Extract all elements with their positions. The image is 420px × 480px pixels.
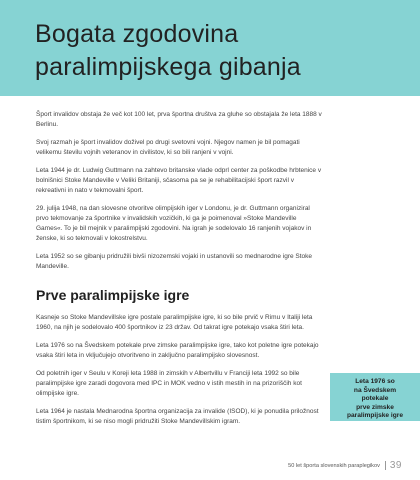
- paragraph: 29. julija 1948, na dan slovesne otvoritve olimpijskih iger v Londonu, je dr. Guttmann organiziral prvo tekmovanje za športnike v invalidskih vozičkih, ki ga je poimenoval »Stoke Mandeville Games«. To je bil mejnik v paralimpijski zgodovini. Na igrah je sodelovalo 16 ranjenih vojakov in ženske, ki so tekmovali v lokostrelstvu.: [36, 205, 312, 242]
- sidebar-callout: [330, 373, 420, 421]
- paragraph: Leta 1944 je dr. Ludwig Guttmann na zahtevo britanske vlade odprl center za poškodbe hrbtenice v bolnišnici Stoke Mandeville v Veliki Britaniji, sčasoma pa se je rehabilitacijski šport razvil v rekreativni in nato v tekmovalni šport.: [36, 167, 322, 194]
- paragraph: Svoj razmah je šport invalidov doživel po drugi svetovni vojni. Njegov namen je bil pomagati velikemu številu vojnih veteranov in civilistov, ki so bili ranjeni v vojni.: [36, 139, 300, 156]
- paragraph: Leta 1952 so se gibanju pridružili bivši nizozemski vojaki in ustanovili so mednarodne igre Stoke Mandeville.: [36, 253, 313, 270]
- section-heading: Prve paralimpijske igre: [36, 287, 190, 303]
- callout-line: na Švedskem: [353, 386, 397, 394]
- footer-divider: [385, 461, 386, 470]
- page-title-line-1: Bogata zgodovina: [35, 20, 239, 48]
- paragraph: Kasneje so Stoke Mandevillske igre postale paralimpijske igre, ki so bile prvič v Rimu v Italiji leta 1960, na njih je sodelovalo 400 športnikov iz 23 držav. Od takrat igre potekajo vsaka štiri leta.: [36, 314, 313, 331]
- page-number: 39: [389, 460, 402, 471]
- footer-text: 50 let športa slovenskih paraplegikov: [288, 462, 380, 469]
- callout-line: prve zimske: [356, 403, 394, 411]
- article-body: [36, 110, 322, 435]
- header-band: [0, 0, 420, 96]
- callout-line: potekale: [361, 395, 389, 403]
- paragraph: Leta 1976 so na Švedskem potekale prve zimske paralimpijske igre, tako kot poletne igre potekajo vsaka štiri leta in vključujejo otvoritveno in zaključno paralimpijsko slovesnost.: [36, 342, 319, 359]
- callout-line: Leta 1976 so: [355, 378, 395, 385]
- page-title-line-2: paralimpijskega gibanja: [35, 53, 301, 81]
- paragraph: Šport invalidov obstaja že več kot 100 let, prva športna društva za gluhe so obstajala že leta 1888 v Berlinu.: [36, 111, 322, 128]
- callout-line: paralimpijske igre: [346, 412, 404, 420]
- page-title: [35, 18, 301, 84]
- paragraph: Od poletnih iger v Seulu v Koreji leta 1988 in zimskih v Albertvillu v Franciji leta 1992 so bile paralimpijske igre zaradi dogovora med IPC in MOK vedno v istih mestih in na prizoriščih kot olimpijske igre.: [36, 370, 302, 397]
- paragraph: Leta 1964 je nastala Mednarodna športna organizacija za invalide (ISOD), ki je ponudila priložnost tistim športnikom, ki se niso mogli pridružiti Stoke Mandevillskim igram.: [36, 408, 319, 425]
- callout-text: [330, 378, 420, 421]
- page-footer: [288, 460, 402, 471]
